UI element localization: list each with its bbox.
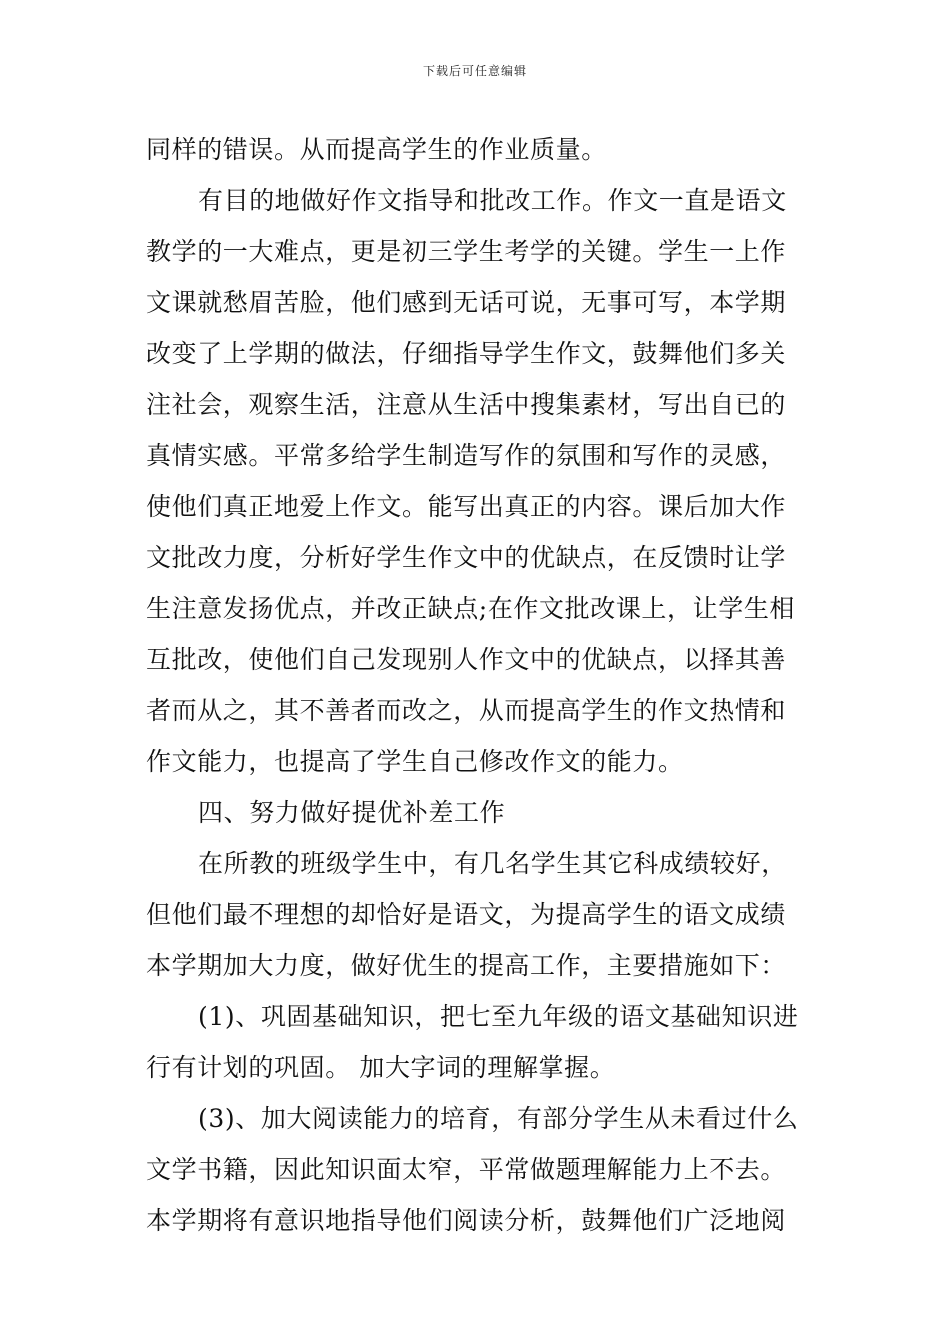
text-line: 但他们最不理想的却恰好是语文，为提高学生的语文成绩 (146, 900, 787, 929)
text-line: 真情实感。平常多给学生制造写作的氛围和写作的灵感， (146, 441, 787, 470)
text-line: 者而从之，其不善者而改之，从而提高学生的作文热情和 (146, 696, 787, 725)
list-item-line: (3)、加大阅读能力的培育，有部分学生从未看过什么 (198, 1104, 799, 1133)
section-heading: 四、努力做好提优补差工作 (198, 798, 506, 827)
text-line: 文学书籍，因此知识面太窄，平常做题理解能力上不去。 (146, 1155, 787, 1184)
text-line: 本学期加大力度，做好优生的提高工作，主要措施如下： (146, 951, 787, 980)
text-line: 行有计划的巩固。 加大字词的理解掌握。 (146, 1053, 616, 1082)
paragraph-start-line: 有目的地做好作文指导和批改工作。作文一直是语文 (198, 186, 787, 215)
text-line: 文批改力度，分析好学生作文中的优缺点，在反馈时让学 (146, 543, 787, 572)
text-line: 使他们真正地爱上作文。能写出真正的内容。课后加大作 (146, 492, 787, 521)
document-body (146, 124, 812, 1246)
list-item-line: (1)、巩固基础知识，把七至九年级的语文基础知识进 (198, 1002, 799, 1031)
text-line: 作文能力，也提高了学生自己修改作文的能力。 (146, 747, 684, 776)
paragraph-start-line: 在所教的班级学生中，有几名学生其它科成绩较好， (198, 849, 787, 878)
text-line: 改变了上学期的做法，仔细指导学生作文，鼓舞他们多关 (146, 339, 787, 368)
text-line: 文课就愁眉苦脸，他们感到无话可说，无事可写，本学期 (146, 288, 787, 317)
text-line: 注社会，观察生活，注意从生活中搜集素材，写出自已的 (146, 390, 787, 419)
text-line: 本学期将有意识地指导他们阅读分析，鼓舞他们广泛地阅 (146, 1206, 787, 1235)
page-header: 下载后可任意编辑 (422, 64, 527, 78)
text-line: 互批改，使他们自己发现别人作文中的优缺点，以择其善 (146, 645, 787, 674)
text-line: 生注意发扬优点，并改正缺点;在作文批改课上，让学生相 (146, 594, 796, 623)
text-line: 教学的一大难点，更是初三学生考学的关键。学生一上作 (146, 237, 787, 266)
text-line: 同样的错误。从而提高学生的作业质量。 (146, 135, 607, 164)
